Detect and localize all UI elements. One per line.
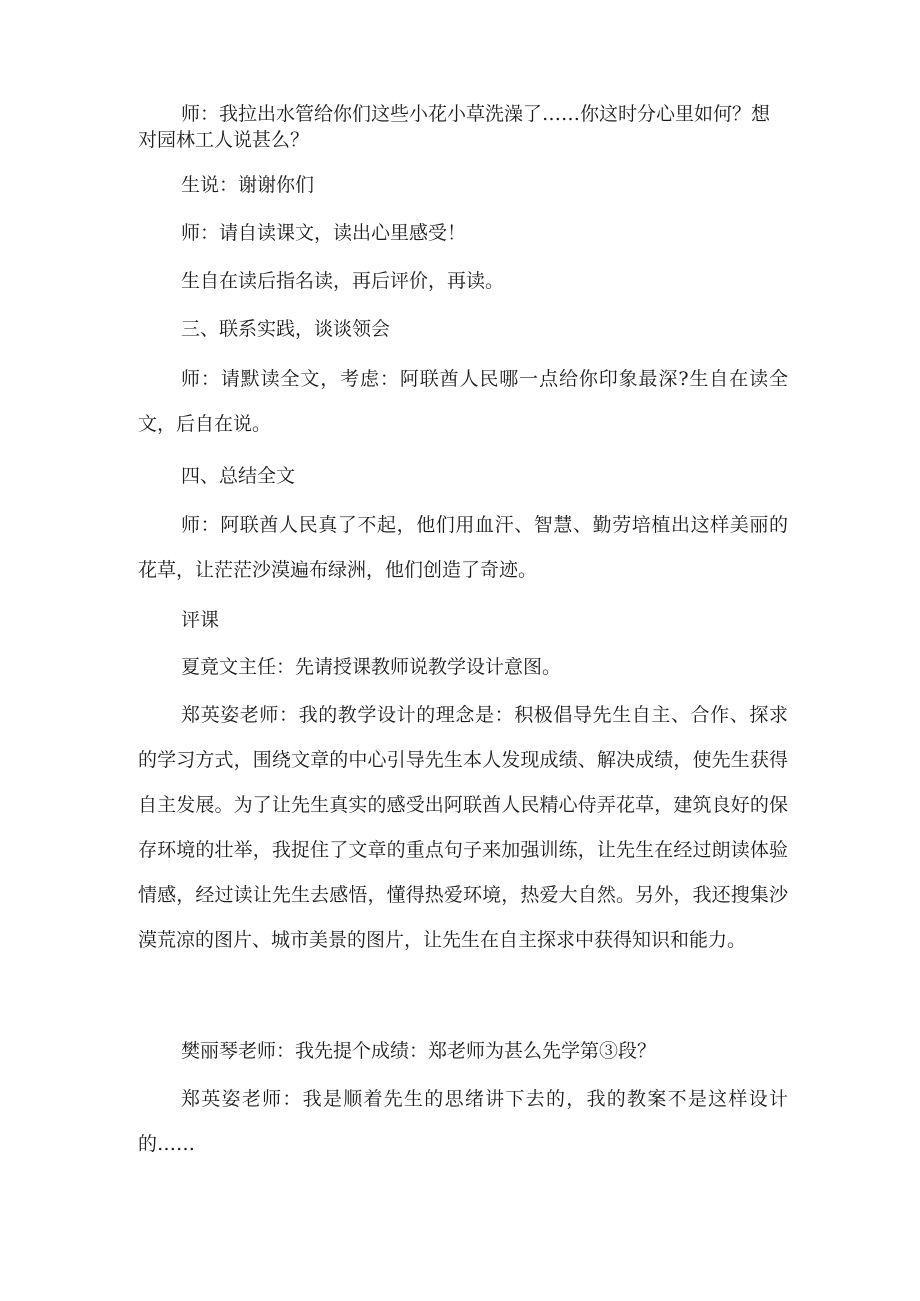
paragraph-teacher-summary: 师：阿联酋人民真了不起，他们用血汗、智慧、勤劳培植出这样美丽的花草，让茫茫沙漠遍布绿洲，他们创造了奇迹。: [138, 514, 788, 581]
section-heading-3: 三、联系实践，谈谈领会: [181, 318, 391, 340]
paragraph-student-read: 生自在读后指名读，再后评价，再读。: [181, 270, 505, 292]
section-heading-4: 四、总结全文: [181, 465, 296, 487]
paragraph-teacher-read: 师：请自读课文，读出心里感受！: [181, 222, 467, 244]
paragraph-teacher-silent-read: 师：请默读全文，考虑：阿联酋人民哪一点给你印象最深?生自在读全文，后自在说。: [138, 368, 788, 435]
section-heading-review: 评课: [181, 609, 220, 631]
paragraph-student-thanks: 生说：谢谢你们: [181, 174, 315, 196]
paragraph-zheng-answer: 郑英姿老师：我是顺着先生的思绪讲下去的，我的教案不是这样设计的……: [138, 1088, 788, 1155]
paragraph-director: 夏竟文主任：先请授课教师说教学设计意图。: [181, 656, 562, 678]
paragraph-fan-question: 樊丽琴老师：我先提个成绩：郑老师为甚么先学第③段？: [181, 1040, 657, 1062]
paragraph-teacher-water: 师：我拉出水管给你们这些小花小草洗澡了……你这时分心里如何？想对园林工人说甚么？: [138, 103, 771, 151]
paragraph-zheng-design: 郑英姿老师：我的教学设计的理念是：积极倡导先生自主、合作、探求的学习方式，围绕文章的中心引导先生本人发现成绩、解决成绩，使先生获得自主发展。为了让先生真实的感受出阿联酋人民精心侍弄花草，建筑良好的保存环境的壮举，我捉住了文章的重点句子来加强训练，让先生在经过朗读体验情感，经过读让先生去感悟，懂得热爱环境，热爱大自然。另外，我还搜集沙漠荒凉的图片、城市美景的图片，让先生在自主探求中获得知识和能力。: [138, 704, 788, 951]
